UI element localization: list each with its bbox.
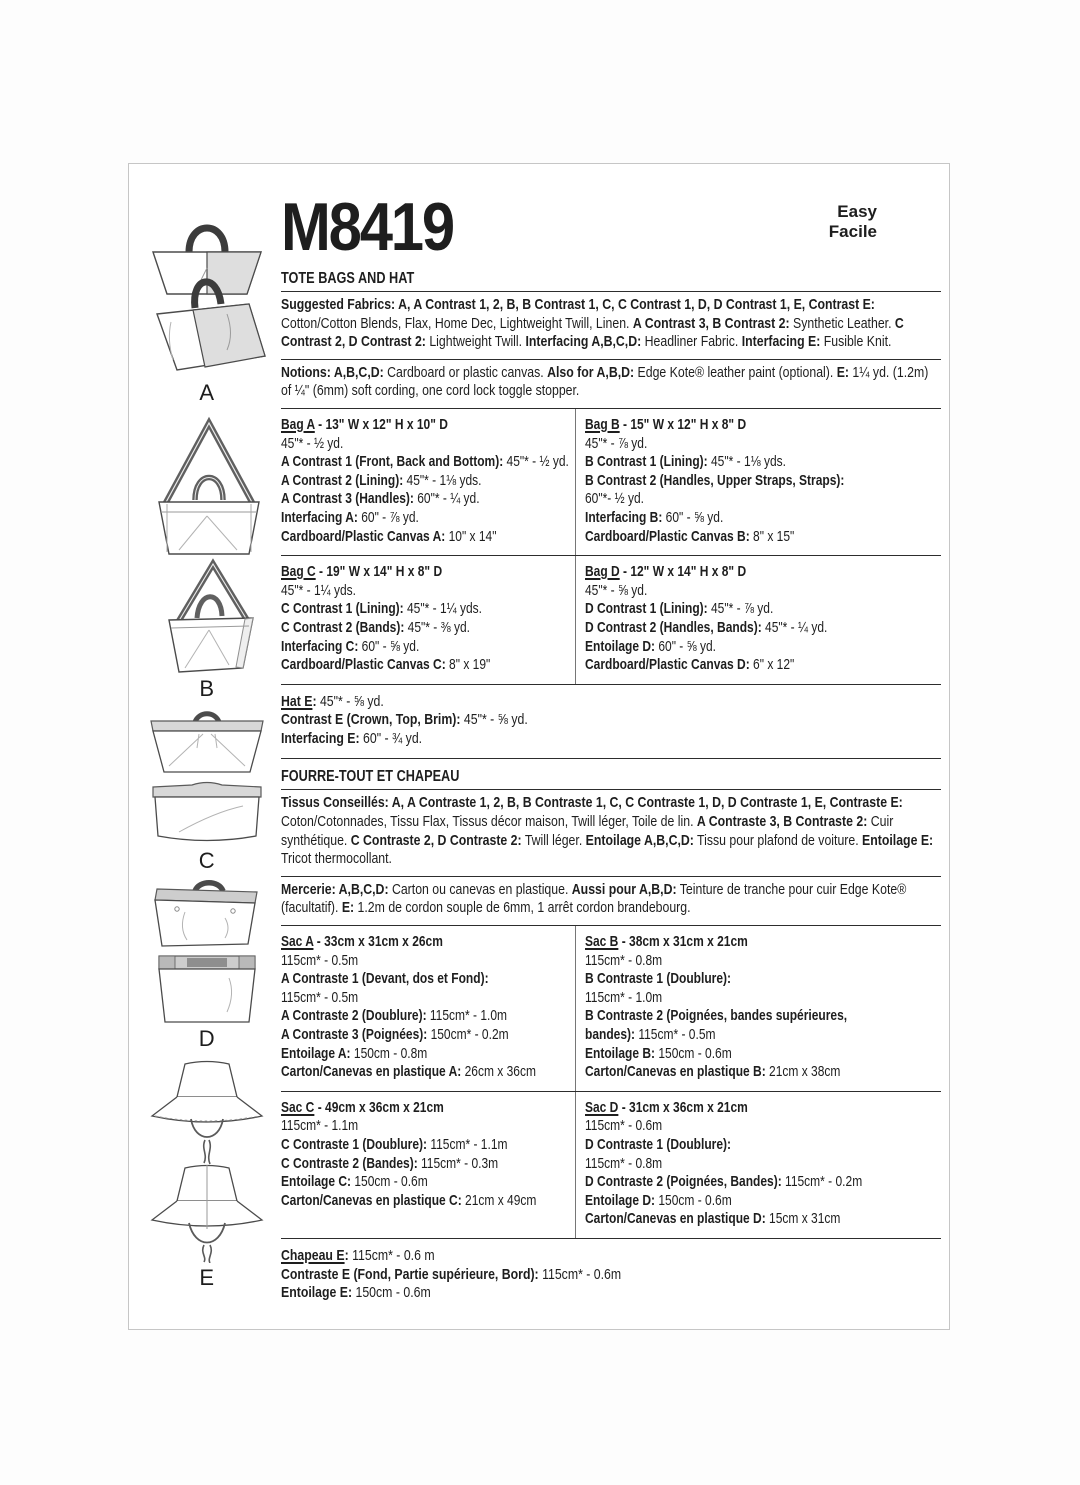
- figure-bag-a: [135, 210, 279, 406]
- figure-label-a: A: [199, 380, 215, 405]
- bag-c-specs: [281, 556, 575, 684]
- sac-a-spec-lines: Sac A - 33cm x 31cm x 26cm 115cm* - 0.5m A Contraste 1 (Devant, dos et Fond): 115cm* - 0.5m A Contraste 2 (Doublure): 115cm* - 1.0m A Contraste 3 (Poignées): 150cm* - 0.2m Entoilage A: 150cm - 0.8m Carton/Canevas en plastique A: 26cm x 36cm: [281, 933, 536, 1081]
- bag-d-spec-lines: Bag D - 12" W x 14" H x 8" D 45"* - ⅝ yd. D Contrast 1 (Lining): 45"* - ⅞ yd. D Contrast 2 (Handles, Bands): 45"* - ¼ yd. Entoilage D: 60" - ⅝ yd. Cardboard/Plastic Canvas D: 6" x 12": [585, 563, 828, 674]
- bag-c-illustration: [137, 708, 277, 846]
- figure-label-d: D: [198, 1026, 216, 1051]
- header: [281, 189, 941, 265]
- difficulty-badge: [829, 202, 941, 242]
- french-fabrics-text: Tissus Conseillés: A, A Contraste 1, 2, B, B Contraste 1, C, C Contraste 1, D, D Contraste 1, E, Contraste E: Coton/Cotonnades, Tissu Flax, Tissus décor maison, Twill léger, Toile de lin. A Contraste 3, B Contraste 2: Cuir synthétique. C Contraste 2, D Contraste 2: Twill léger. Entoilage A,B,C,D: Tissu pour plafond de voiture. Entoilage E: Tricot thermocollant.: [281, 794, 934, 868]
- sac-b-spec-lines: Sac B - 38cm x 31cm x 21cm 115cm* - 0.8m B Contraste 1 (Doublure): 115cm* - 1.0m B Contraste 2 (Poignées, bandes supérieures, bandes): 115cm* - 0.5m Entoilage B: 150cm - 0.6m Carton/Canevas en plastique B: 21cm x 38cm: [585, 933, 848, 1081]
- pattern-number: M8419: [281, 189, 453, 265]
- chapeau-e-spec-lines: Chapeau E: 115cm* - 0.6 m Contraste E (Fond, Partie supérieure, Bord): 115cm* - 0.6m Entoilage E: 150cm - 0.6m: [281, 1246, 622, 1302]
- english-section-title-text: TOTE BAGS AND HAT: [281, 270, 415, 287]
- english-section-title: [281, 268, 941, 292]
- figure-bag-c: [135, 708, 279, 874]
- english-notions-text: Notions: A,B,C,D: Cardboard or plastic canvas. Also for A,B,D: Edge Kote® leather paint (optional). E: 1¼ yd. (1.2m) of ¼" (6mm) soft cording, one cord lock toggle stopper.: [281, 363, 929, 400]
- sacs-cd-row: [281, 1092, 941, 1239]
- difficulty-fr: Facile: [828, 222, 877, 241]
- bags-cd-row: [281, 556, 941, 685]
- bag-c-spec-lines: Bag C - 19" W x 14" H x 8" D 45"* - 1¼ yds. C Contrast 1 (Lining): 45"* - 1¼ yds. C Contrast 2 (Bands): 45"* - ⅜ yd. Interfacing C: 60" - ⅝ yd. Cardboard/Plastic Canvas C: 8" x 19": [281, 563, 491, 674]
- bag-a-specs: [281, 409, 575, 555]
- bag-b-specs: [575, 409, 941, 555]
- bag-d-specs: [575, 556, 941, 684]
- sac-b-specs: [575, 926, 941, 1091]
- french-section-title-text: FOURRE-TOUT ET CHAPEAU: [281, 768, 460, 786]
- content-column: [281, 178, 941, 1313]
- english-fabrics-text: Suggested Fabrics: A, A Contrast 1, 2, B, B Contrast 1, C, C Contrast 1, D, D Contrast 1, E, Contrast E: Cotton/Cotton Blends, Flax, Home Dec, Lightweight Twill, Linen. A Contrast 3, B Contrast 2: Synthetic Leather. C Contrast 2, D Contrast 2: Lightweight Twill. Interfacing A,B,C,D: Headliner Fabric. Interfacing E: Fusible Knit.: [281, 296, 904, 351]
- difficulty-en: Easy: [837, 202, 877, 221]
- bag-b-spec-lines: Bag B - 15" W x 12" H x 8" D 45"* - ⅞ yd. B Contrast 1 (Lining): 45"* - 1⅛ yds. B Contrast 2 (Handles, Upper Straps, Straps): 60"*- ½ yd. Interfacing B: 60" - ⅝ yd. Cardboard/Plastic Canvas B: 8" x 15": [585, 415, 845, 545]
- chapeau-e-specs: [281, 1239, 941, 1313]
- sac-c-specs: [281, 1092, 575, 1238]
- sac-d-spec-lines: Sac D - 31cm x 36cm x 21cm 115cm* - 0.6m D Contraste 1 (Doublure): 115cm* - 0.8m D Contraste 2 (Poignées, Bandes): 115cm* - 0.2m Entoilage D: 150cm - 0.6m Carton/Canevas en plastique D: 15cm x 31cm: [585, 1098, 863, 1228]
- figure-label-c: C: [198, 848, 216, 873]
- bag-d-illustration: [137, 878, 277, 1024]
- hat-e-specs: [281, 685, 941, 760]
- figure-label-e: E: [199, 1265, 215, 1290]
- figure-bag-d: [135, 878, 279, 1052]
- french-section-title: [281, 766, 941, 790]
- english-notions-paragraph: [281, 360, 941, 409]
- hat-e-illustration: [137, 1057, 277, 1263]
- envelope-sheet: [128, 163, 950, 1330]
- french-notions-text: Mercerie: A,B,C,D: Carton ou canevas en plastique. Aussi pour A,B,D: Teinture de tranche pour cuir Edge Kote® (facultatif). E: 1.2m de cordon souple de 6mm, 1 arrêt cordon brandebourg.: [281, 880, 907, 917]
- sac-d-specs: [575, 1092, 941, 1238]
- french-fabrics-paragraph: [281, 790, 941, 876]
- bag-b-illustration: [137, 416, 277, 674]
- figure-bag-b: [135, 416, 279, 702]
- sacs-ab-row: [281, 926, 941, 1092]
- hat-e-spec-lines: Hat E: 45"* - ⅝ yd. Contrast E (Crown, Top, Brim): 45"* - ⅝ yd. Interfacing E: 60" - ¾ yd.: [281, 692, 528, 747]
- bags-ab-row: [281, 409, 941, 556]
- english-fabrics-paragraph: [281, 292, 941, 360]
- figure-label-b: B: [199, 676, 215, 701]
- bag-a-spec-lines: Bag A - 13" W x 12" H x 10" D 45"* - ½ yd. A Contrast 1 (Front, Back and Bottom): 45"* - ½ yd. A Contrast 2 (Lining): 45"* - 1⅛ yds. A Contrast 3 (Handles): 60"* - ¼ yd. Interfacing A: 60" - ⅞ yd. Cardboard/Plastic Canvas A: 10" x 14": [281, 415, 569, 545]
- sac-a-specs: [281, 926, 575, 1091]
- french-notions-paragraph: [281, 877, 941, 926]
- sac-c-spec-lines: Sac C - 49cm x 36cm x 21cm 115cm* - 1.1m C Contraste 1 (Doublure): 115cm* - 1.1m C Contraste 2 (Bandes): 115cm* - 0.3m Entoilage C: 150cm - 0.6m Carton/Canevas en plastique C: 21cm x 49cm: [281, 1098, 537, 1209]
- bag-a-illustration: [137, 210, 277, 378]
- figure-hat-e: [135, 1057, 279, 1291]
